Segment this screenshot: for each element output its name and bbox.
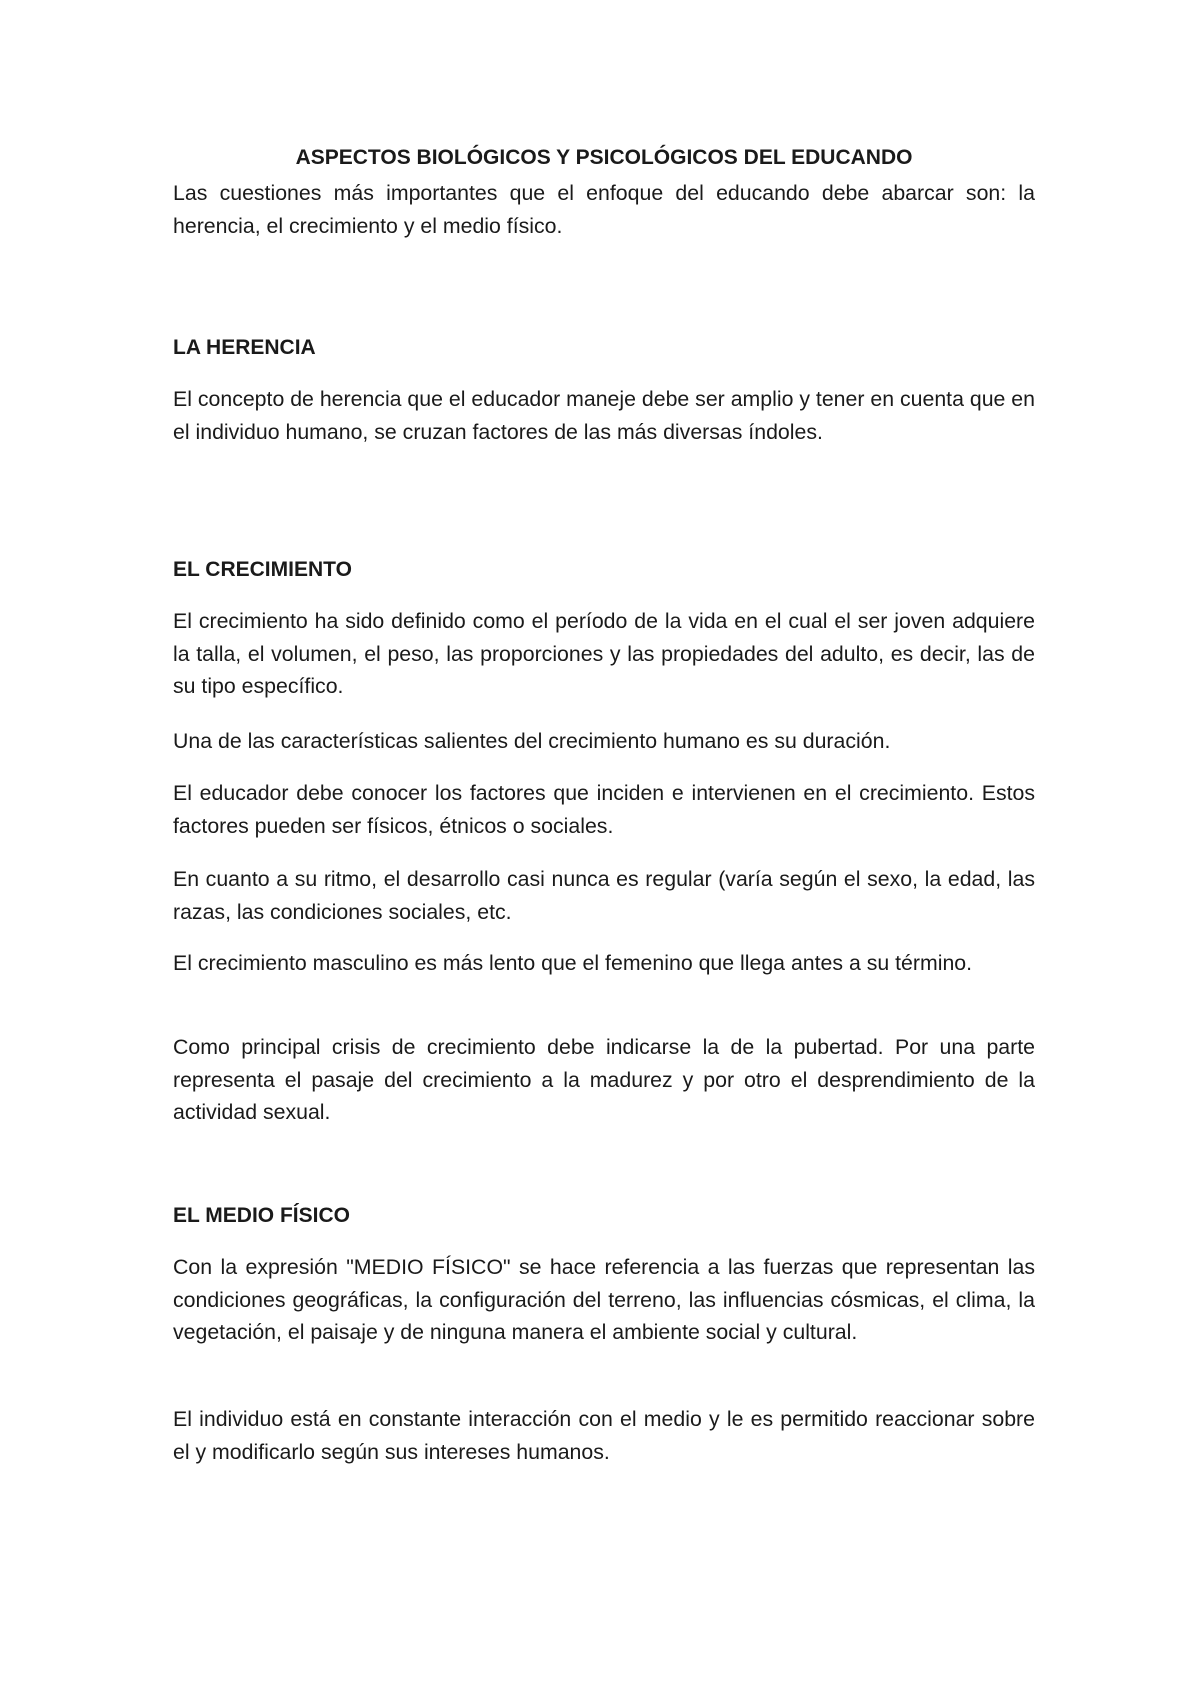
intro-paragraph: Las cuestiones más importantes que el enfoque del educando debe abarcar son: la herencia, el crecimiento y el medio físico. xyxy=(173,181,1035,238)
crecimiento-paragraph-1: El crecimiento ha sido definido como el período de la vida en el cual el ser joven adquiere la talla, el volumen, el peso, las proporciones y las propiedades del adulto, es decir, las de su tipo específico. xyxy=(173,609,1035,698)
crecimiento-paragraph-4: En cuanto a su ritmo, el desarrollo casi nunca es regular (varía según el sexo, la edad, las razas, las condiciones sociales, etc. xyxy=(173,867,1035,924)
herencia-paragraph-1: El concepto de herencia que el educador maneje debe ser amplio y tener en cuenta que en el individuo humano, se cruzan factores de las más diversas índoles. xyxy=(173,387,1035,444)
document-title: ASPECTOS BIOLÓGICOS Y PSICOLÓGICOS DEL EDUCANDO xyxy=(295,146,913,169)
crecimiento-paragraph-3: El educador debe conocer los factores que inciden e intervienen en el crecimiento. Estos factores pueden ser físicos, étnicos o sociales. xyxy=(173,781,1035,838)
section-heading-medio-fisico: EL MEDIO FÍSICO xyxy=(173,1204,350,1227)
section-heading-crecimiento: EL CRECIMIENTO xyxy=(173,558,352,581)
crecimiento-paragraph-2: Una de las características salientes del crecimiento humano es su duración. xyxy=(173,729,891,753)
medio-fisico-paragraph-2: El individuo está en constante interacción con el medio y le es permitido reaccionar sobre el y modificarlo según sus intereses humanos. xyxy=(173,1407,1035,1464)
medio-fisico-paragraph-1: Con la expresión "MEDIO FÍSICO" se hace referencia a las fuerzas que representan las condiciones geográficas, la configuración del terreno, las influencias cósmicas, el clima, la vegetación, el paisaje y de ninguna manera el ambiente social y cultural. xyxy=(173,1255,1035,1344)
crecimiento-paragraph-5: El crecimiento masculino es más lento que el femenino que llega antes a su término. xyxy=(173,951,973,975)
crecimiento-paragraph-6: Como principal crisis de crecimiento debe indicarse la de la pubertad. Por una parte representa el pasaje del crecimiento a la madurez y por otro el desprendimiento de la actividad sexual. xyxy=(173,1035,1035,1124)
section-heading-herencia: LA HERENCIA xyxy=(173,336,316,359)
